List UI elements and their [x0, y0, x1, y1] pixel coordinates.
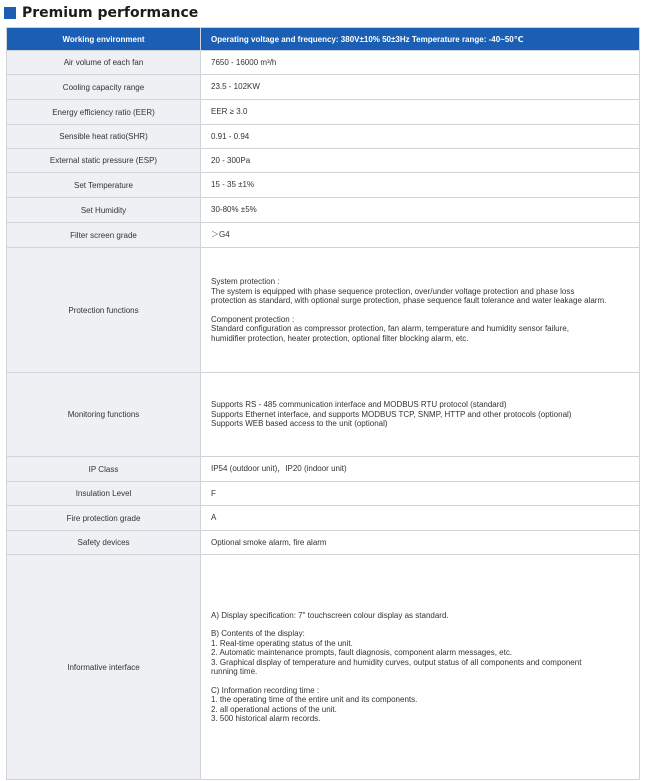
row-label: Air volume of each fan	[7, 51, 201, 75]
value-line: C) Information recording time :	[211, 685, 320, 695]
table-row	[7, 482, 640, 506]
table-row	[7, 373, 640, 457]
row-label: Filter screen grade	[7, 223, 201, 248]
row-value	[201, 173, 640, 198]
table-row	[7, 125, 640, 149]
table-row	[7, 506, 640, 531]
row-value	[201, 51, 640, 75]
value-line: 3. 500 historical alarm records.	[211, 714, 321, 723]
table-row	[7, 248, 640, 373]
table-row	[7, 75, 640, 100]
row-label: IP Class	[7, 457, 201, 482]
row-value	[201, 248, 640, 373]
table-row	[7, 198, 640, 223]
row-value	[201, 373, 640, 457]
value-line: EER ≥ 3.0	[211, 107, 248, 117]
row-label: Set Temperature	[7, 173, 201, 198]
value-line: A) Display specification: 7" touchscreen colour display as standard.	[211, 610, 449, 620]
value-line: A	[211, 513, 217, 523]
spec-table	[6, 27, 640, 780]
value-line: 1. the operating time of the entire unit and its components.	[211, 695, 418, 704]
header-value: Operating voltage and frequency: 380V±10% 50±3Hz Temperature range: -40~50℃	[201, 28, 640, 51]
row-label: Informative interface	[7, 555, 201, 780]
value-line: B) Contents of the display:	[211, 629, 305, 638]
row-value	[201, 506, 640, 531]
value-line: Supports Ethernet interface, and supports MODBUS TCP, SNMP, HTTP and other protocols (optional)	[211, 409, 572, 419]
value-line: Supports WEB based access to the unit (optional)	[211, 419, 388, 429]
section-header	[4, 4, 198, 22]
value-line: 2. Automatic maintenance prompts, fault diagnosis, component alarm messages, etc.	[211, 648, 513, 657]
value-line: Optional smoke alarm, fire alarm	[211, 537, 327, 547]
value-line: protection as standard, with optional surge protection, phase sequence fault tolerance and water leakage alarm.	[211, 296, 607, 305]
row-value	[201, 457, 640, 482]
row-value	[201, 100, 640, 125]
title-square-icon	[4, 7, 16, 19]
value-line: Component protection :	[211, 314, 295, 324]
row-value	[201, 75, 640, 100]
value-line: 7650 - 16000 m³/h	[211, 57, 277, 67]
line-gap	[211, 620, 639, 629]
table-row	[7, 457, 640, 482]
row-value	[201, 198, 640, 223]
row-value	[201, 223, 640, 248]
row-label: Set Humidity	[7, 198, 201, 223]
header-key: Working environment	[7, 28, 201, 51]
row-value	[201, 531, 640, 555]
line-gap	[211, 306, 639, 315]
table-row	[7, 149, 640, 173]
table-header-row	[7, 28, 640, 51]
row-label: External static pressure (ESP)	[7, 149, 201, 173]
table-row	[7, 173, 640, 198]
line-gap	[211, 677, 639, 686]
value-line: System protection :	[211, 277, 280, 286]
row-label: Cooling capacity range	[7, 75, 201, 100]
value-line: 0.91 - 0.94	[211, 131, 250, 141]
table-row	[7, 100, 640, 125]
table-row	[7, 223, 640, 248]
row-value	[201, 149, 640, 173]
row-label: Safety devices	[7, 531, 201, 555]
value-line: 2. all operational actions of the unit.	[211, 704, 337, 714]
row-label: Energy efficiency ratio (EER)	[7, 100, 201, 125]
value-line: Standard configuration as compressor protection, fan alarm, temperature and humidity sensor failure,	[211, 324, 569, 333]
value-line: 3. Graphical display of temperature and humidity curves, output status of all components and component	[211, 657, 582, 667]
row-label: Sensible heat ratio(SHR)	[7, 125, 201, 149]
row-label: Protection functions	[7, 248, 201, 373]
value-line: 1. Real-time operating status of the unit.	[211, 638, 353, 648]
value-line: humidifier protection, heater protection, optional filter blocking alarm, etc.	[211, 333, 469, 343]
value-line: 23.5 - 102KW	[211, 82, 260, 92]
value-line: The system is equipped with phase sequence protection, over/under voltage protection and phase loss	[211, 286, 575, 296]
row-value	[201, 125, 640, 149]
value-line: Supports RS - 485 communication interface and MODBUS RTU protocol (standard)	[211, 400, 507, 410]
page-title: Premium performance	[22, 5, 199, 21]
value-line: running time.	[211, 667, 258, 676]
value-line: ＞G4	[211, 230, 230, 240]
value-line: 15 - 35 ±1%	[211, 180, 255, 190]
row-value	[201, 482, 640, 506]
value-line: 30-80% ±5%	[211, 205, 257, 215]
value-line: IP54 (outdoor unit)，IP20 (indoor unit)	[211, 464, 347, 474]
row-label: Monitoring functions	[7, 373, 201, 457]
row-label: Insulation Level	[7, 482, 201, 506]
row-label: Fire protection grade	[7, 506, 201, 531]
table-row	[7, 555, 640, 780]
value-line: 20 - 300Pa	[211, 155, 251, 165]
table-row	[7, 51, 640, 75]
value-line: F	[211, 488, 216, 498]
row-value	[201, 555, 640, 780]
table-row	[7, 531, 640, 555]
